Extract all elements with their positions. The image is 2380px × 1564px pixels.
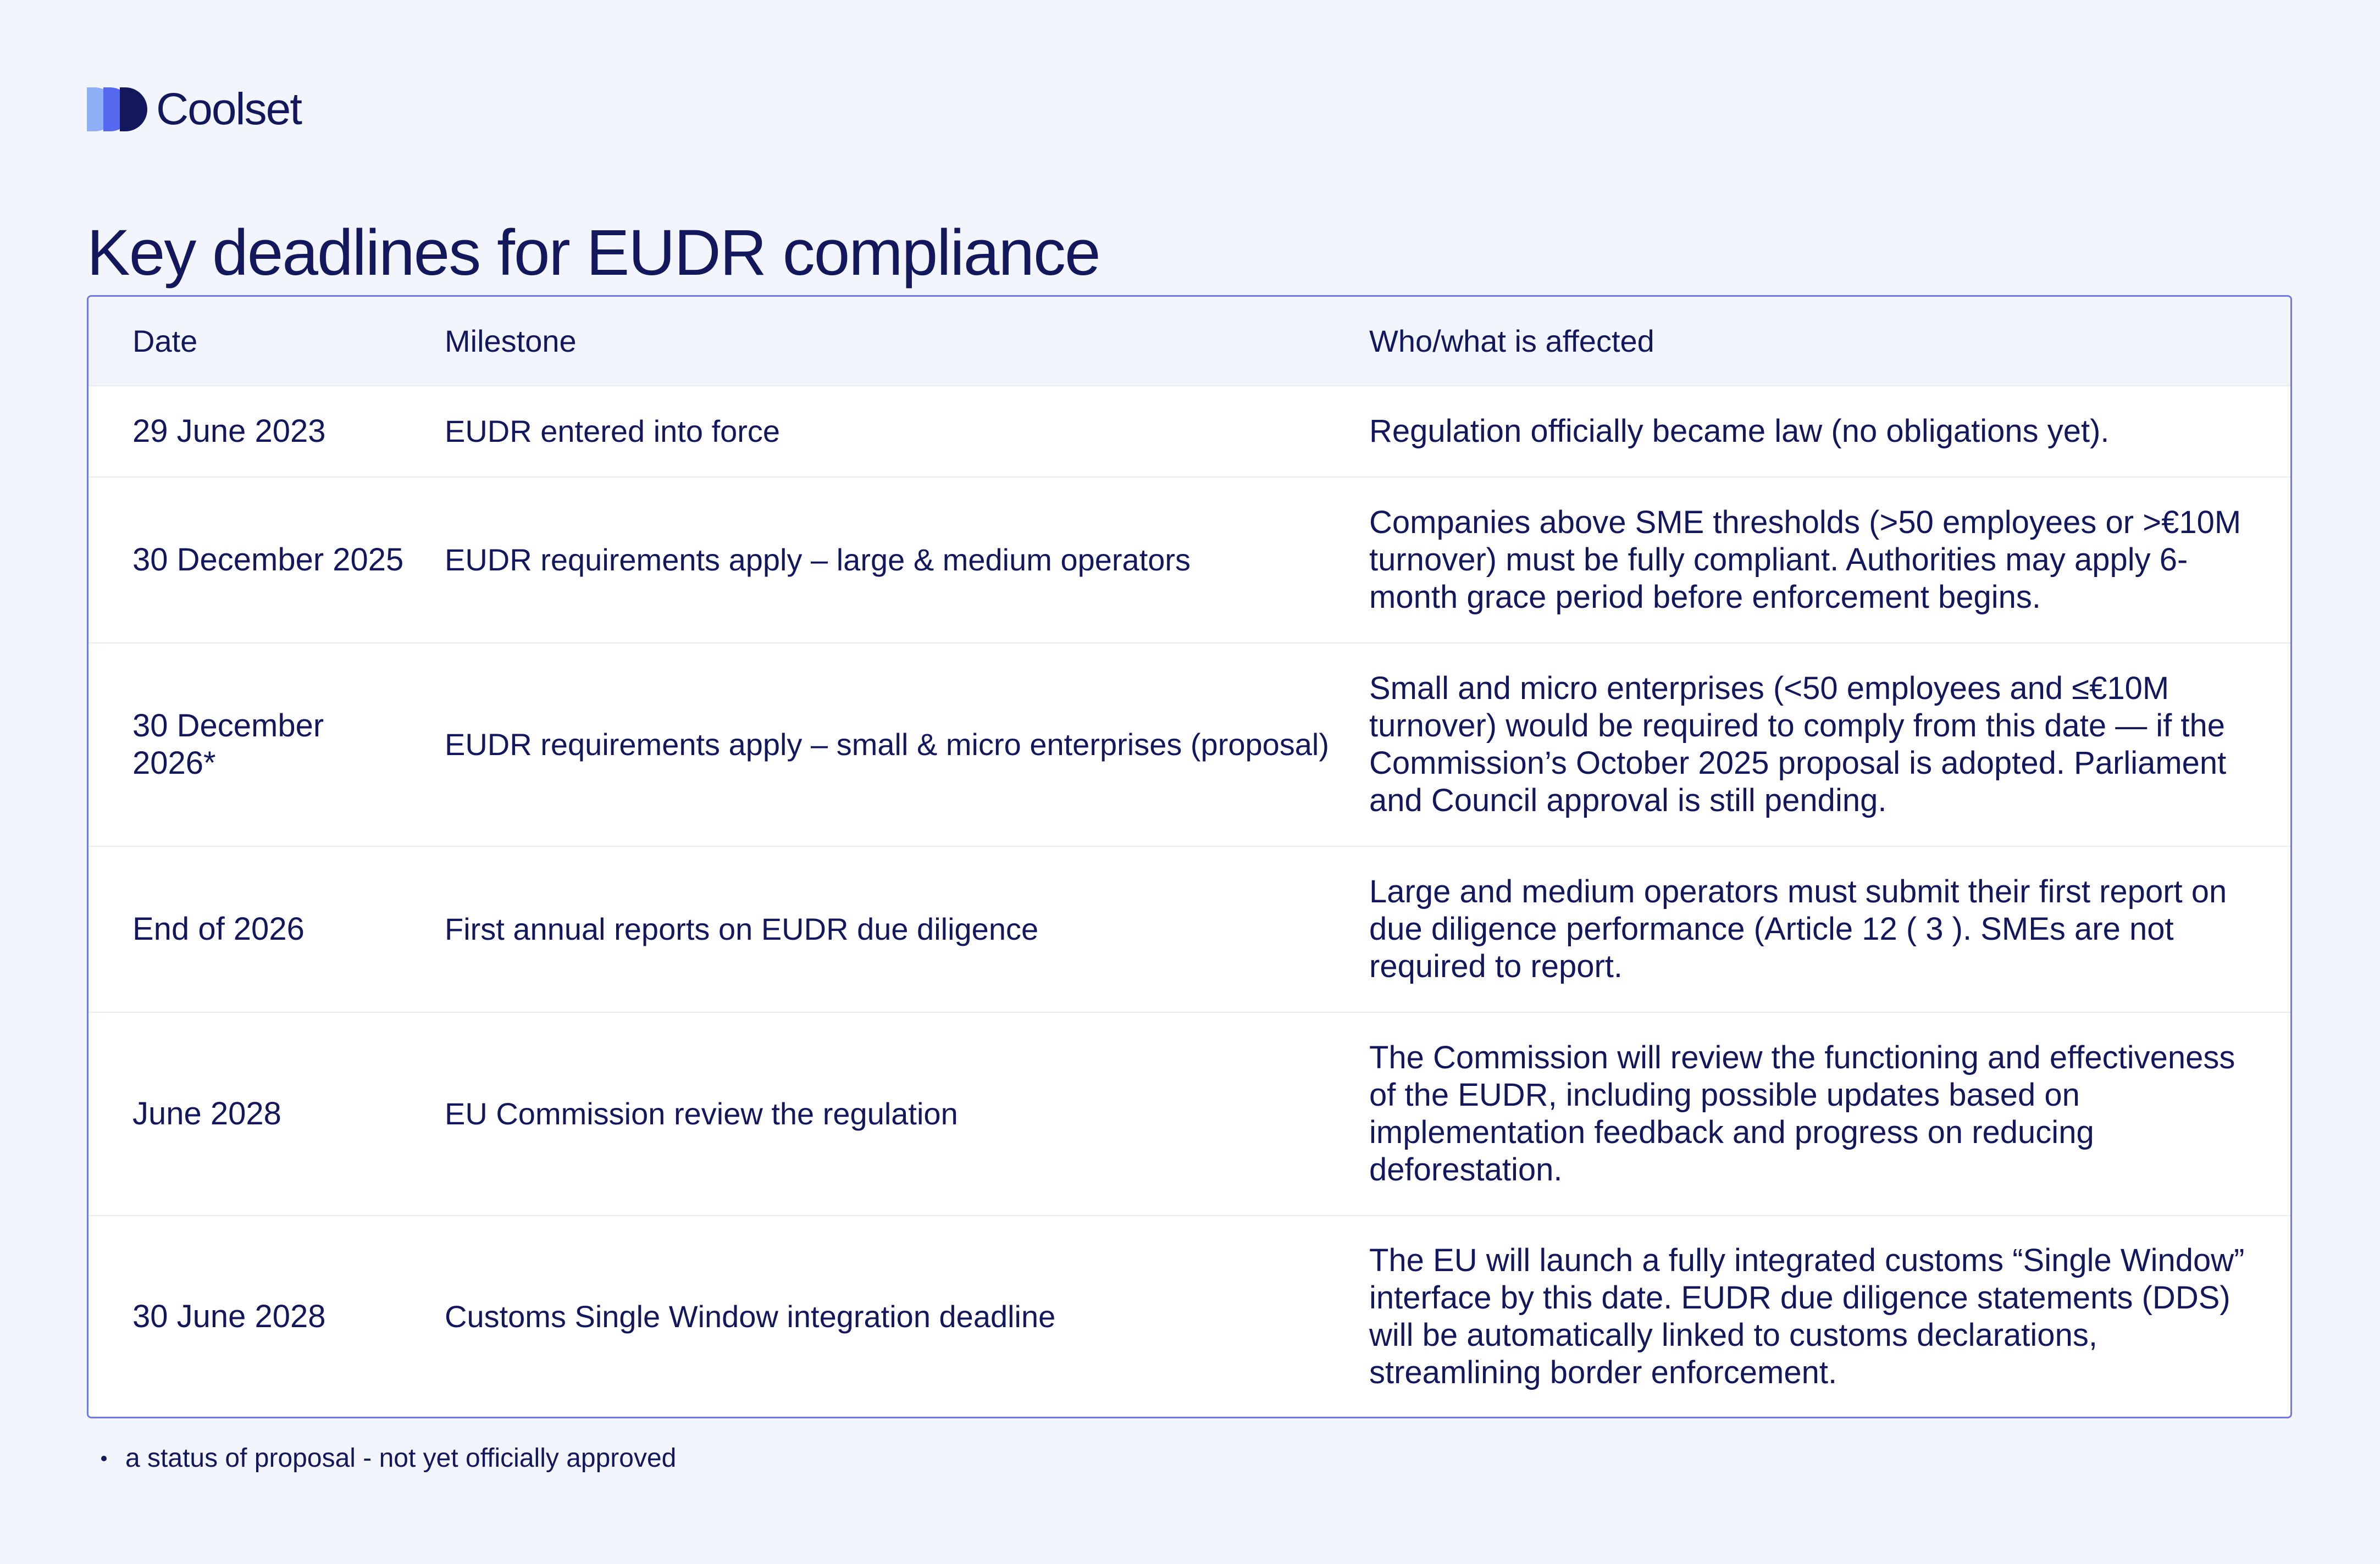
cell-milestone: EU Commission review the regulation [445, 1012, 1369, 1216]
cell-milestone: Customs Single Window integration deadline [445, 1216, 1369, 1417]
coolset-logo-icon [87, 87, 147, 131]
cell-affected: Small and micro enterprises (<50 employees and ≤€10M turnover) would be required to comply from this date — if the Commission’s October 2025 proposal is adopted. Parliament and Council approval is still pending. [1369, 643, 2290, 846]
deadlines-table [87, 295, 2292, 1418]
table-row [88, 386, 2290, 477]
cell-affected: Large and medium operators must submit their first report on due diligence performance (Article 12 ( 3 ). SMEs are not required to report. [1369, 846, 2290, 1012]
coolset-logo [87, 86, 301, 133]
cell-milestone: EUDR requirements apply – large & medium operators [445, 477, 1369, 643]
cell-affected: The Commission will review the functioning and effectiveness of the EUDR, including possible updates based on implementation feedback and progress on reducing deforestation. [1369, 1012, 2290, 1216]
table-header-row [88, 297, 2290, 386]
header-affected: Who/what is affected [1369, 324, 1654, 358]
cell-affected: Regulation officially became law (no obligations yet). [1369, 386, 2290, 477]
brand-name: Coolset [156, 84, 302, 134]
table-row [88, 1012, 2290, 1216]
table-row [88, 643, 2290, 846]
cell-date: June 2028 [88, 1012, 445, 1216]
cell-milestone: EUDR requirements apply – small & micro enterprises (proposal) [445, 643, 1369, 846]
cell-affected: Companies above SME thresholds (>50 employees or >€10M turnover) must be fully compliant. Authorities may apply 6-month grace period before enforcement begins. [1369, 477, 2290, 643]
cell-date: 29 June 2023 [88, 386, 445, 477]
cell-milestone: EUDR entered into force [445, 386, 1369, 477]
cell-date: 30 December 2026* [88, 643, 445, 846]
table-row [88, 1216, 2290, 1417]
header-milestone: Milestone [445, 324, 577, 358]
bullet-icon [101, 1456, 107, 1461]
footnote [101, 1443, 676, 1473]
table-row [88, 477, 2290, 643]
cell-milestone: First annual reports on EUDR due diligence [445, 846, 1369, 1012]
header-date: Date [132, 324, 198, 358]
cell-date: 30 December 2025 [88, 477, 445, 643]
table-row [88, 846, 2290, 1012]
cell-date: End of 2026 [88, 846, 445, 1012]
footnote-text: a status of proposal - not yet officially approved [125, 1444, 677, 1473]
page-title: Key deadlines for EUDR compliance [87, 217, 1100, 289]
cell-affected: The EU will launch a fully integrated customs “Single Window” interface by this date. EUDR due diligence statements (DDS) will be automatically linked to customs declarations, streamlining border enforcement. [1369, 1216, 2290, 1417]
cell-date: 30 June 2028 [88, 1216, 445, 1417]
